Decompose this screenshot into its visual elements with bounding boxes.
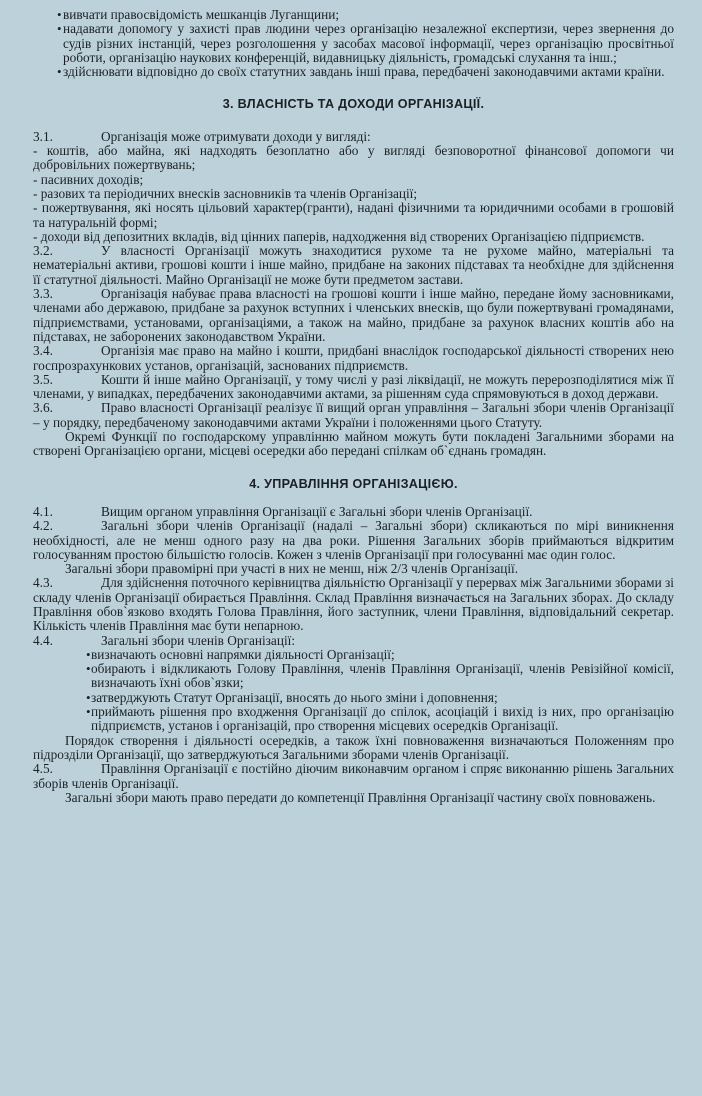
clause-4-4-extra: Порядок створення і діяльності осередків, а також їхні повноваження визначаються Положенням про підрозділи Організації, що затверджуються Загальними зборами членів Організації. xyxy=(33,732,674,762)
clause-number: 3.2. xyxy=(33,243,53,259)
clause-number: 4.4. xyxy=(33,632,53,648)
clause-text: Право власності Організації реалізує її вищий орган управління – Загальні збори членів Організації – у порядку, передбаченому законодавчими актами України і положеннями цього Статуту. xyxy=(33,400,674,430)
list-item: • надавати допомогу у захисті прав людини через організацію незалежної експертизи, через звернення до судів різних інстанцій, через розголошення у засобах масової інформації, через організацію просвітньої роботи, організацію наукових конференцій, видавницьку діяльність, громадські слухання та інш.; xyxy=(33,22,674,65)
clause-text: Загальні збори членів Організації (надалі – Загальні збори) скликаються по мірі виникнення необхідності, але не менш одного разу на два роки. Рішення Загальних зборів приймаються відкритим голосуванням простою більшістю голосів. Кожен з членів Організації при голосуванні має один голос. xyxy=(33,518,674,562)
clause-number: 4.2. xyxy=(33,518,53,534)
clause-number: 3.6. xyxy=(33,400,53,416)
section-4-body xyxy=(33,505,674,805)
clause-text: Для здійснення поточного керівництва діяльністю Організації у перервах між Загальними зборами зі складу членів Організації обирається Правління. Склад Правління визначається на Загальних зборах. До складу Правління обов`язково входять Голова Правління, його заступник, члени Правління, відповідальний секретар. Кількість членів Правління має бути непарною. xyxy=(33,575,674,634)
section-3-body xyxy=(33,130,674,459)
clause-4-2-extra: Загальні збори правомірні при участі в них не менш, ніж 2/3 членів Організації. xyxy=(65,561,519,577)
clause-number: 4.1. xyxy=(33,503,53,519)
list-item: - коштів, або майна, які надходять безоплатно або у вигляді безповоротної фінансової допомоги чи добровільних пожертвувань; xyxy=(33,143,674,173)
clause-text: Загальні збори членів Організації: xyxy=(101,632,296,648)
clause-3-1 xyxy=(33,130,674,144)
list-item: • вивчати правосвідомість мешканців Луганщини; xyxy=(33,8,674,22)
clause-text: Організація може отримувати доходи у вигляді: xyxy=(101,128,371,144)
clause-3-6 xyxy=(33,401,674,430)
powers-list xyxy=(33,648,674,734)
section-3-title: 3. ВЛАСНІСТЬ ТА ДОХОДИ ОРГАНІЗАЦІЇ. xyxy=(222,97,485,112)
list-item: • затверджують Статут Організації, вносять до нього зміни і доповнення; xyxy=(33,691,674,705)
clause-4-5 xyxy=(33,762,674,791)
clause-text: У власності Організації можуть знаходитися рухоме та не рухоме майно, матеріальні та нематеріальні активи, грошові кошти і інше майно, придбане на законих підставах та необхідне для здійснення її статутної діяльності. Майно Організації не може бути предметом застави. xyxy=(33,243,674,287)
clause-text: Вищим органом управління Організації є Загальні збори членів Організації. xyxy=(101,503,533,519)
list-item: • приймають рішення про входження Організації до спілок, асоціацій і вихід із них, про організацію підприємств, установ і організацій, про створення місцевих осередків Організації. xyxy=(33,705,674,734)
list-item: • здійснювати відповідно до своїх статутних завдань інші права, передбачені законодавчими актами країни. xyxy=(33,65,674,79)
clause-3-6-extra: Окремі Функції по господарскому управлінню майном можуть бути покладені Загальними зборами на створені Організацією органи, місцеві осередки або передані спілкам об`єднань громадян. xyxy=(33,429,674,459)
section-4-title: 4. УПРАВЛІННЯ ОРГАНІЗАЦІЄЮ. xyxy=(249,476,458,491)
list-item: • визначають основні напрямки діяльності Організації; xyxy=(33,648,674,662)
clause-text: Правління Організації є постійно діючим виконавчим органом і спряє виконанню рішень Загальних зборів членів Організації. xyxy=(33,761,674,791)
goals-list xyxy=(33,8,674,79)
clause-text: Кошти й інше майно Організації, у тому числі у разі ліквідації, не можуть перерозподілятися між її членами, у випадках, передбачених законодавчими актами, за рішенням суда спрямовуються в доход держави. xyxy=(33,371,674,402)
list-item: - разових та періодичних внесків засновників та членів Організації; xyxy=(33,185,418,201)
clause-number: 4.5. xyxy=(33,761,53,777)
clause-number: 3.1. xyxy=(33,128,53,144)
clause-4-2 xyxy=(33,519,674,562)
clause-number: 3.3. xyxy=(33,286,53,302)
clause-number: 3.5. xyxy=(33,371,53,387)
clause-4-1 xyxy=(33,505,674,519)
clause-3-4 xyxy=(33,344,674,373)
list-item: • обирають і відкликають Голову Правління, членів Правління Організації, членів Ревізійної комісії, визначають їхні обов`язки; xyxy=(33,662,674,691)
list-item: - пожертвування, які носять цільовий характер(гранти), надані фізичними та юридичними особами в грошовій та натуральній формі; xyxy=(33,200,674,230)
list-item: - доходи від депозитних вкладів, від цінних паперів, надходження від створених Організацією підприємств. xyxy=(33,228,645,244)
clause-number: 4.3. xyxy=(33,575,53,591)
clause-4-3 xyxy=(33,576,674,633)
clause-4-5-extra: Загальні збори мають право передати до компетенції Правління Організації частину своїх повноважень. xyxy=(65,789,656,805)
clause-text: Організія має право на майно і кошти, придбані внаслідок господарської діяльності створених нею госпрозрахункових установ, організацій, заснованих підприємств. xyxy=(33,343,674,373)
clause-3-3 xyxy=(33,287,674,344)
clause-number: 3.4. xyxy=(33,343,53,359)
list-item: - пасивних доходів; xyxy=(33,171,144,187)
clause-3-2 xyxy=(33,244,674,287)
clause-3-5 xyxy=(33,373,674,402)
clause-text: Організація набуває права власності на грошові кошти і інше майно, передане йому засновниками, членами або державою, придбане за рахунок вступних і членських внесків, що були пожертвувані громадянами, підприємствами, установами, організаціями, а також на майно, придбане за рахунок власних коштів або на підставах, не заборонених законодавством України. xyxy=(33,286,674,344)
clause-4-4 xyxy=(33,634,674,648)
